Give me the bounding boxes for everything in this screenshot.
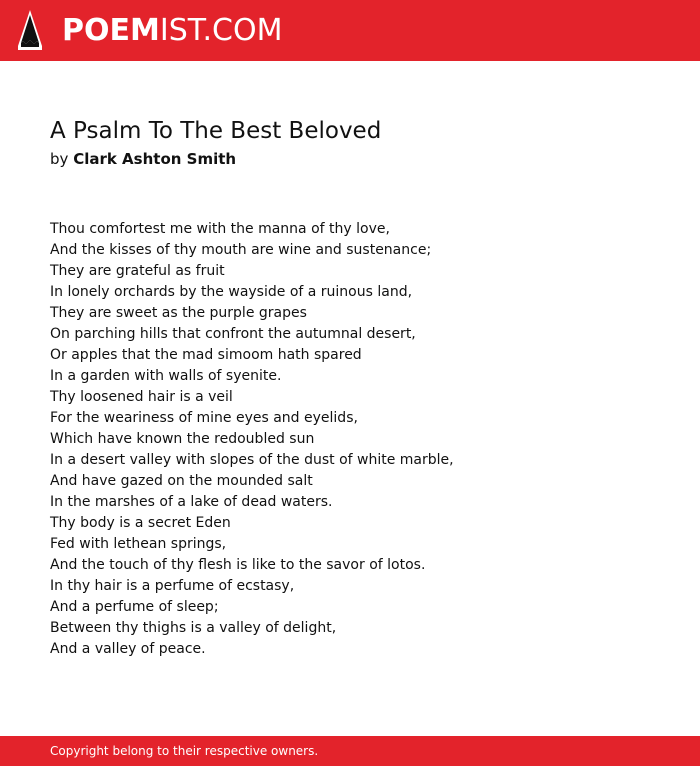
poem-line: Thou comfortest me with the manna of thy love,: [50, 221, 390, 237]
poem-author: Clark Ashton Smith: [73, 150, 237, 168]
poem-line: And the kisses of thy mouth are wine and sustenance;: [50, 242, 432, 258]
poem-line: And a valley of peace.: [50, 641, 206, 657]
poem-byline: [50, 148, 236, 170]
brand-bold: POEM: [62, 13, 160, 48]
site-footer: [0, 736, 700, 766]
poem-line: In lonely orchards by the wayside of a ruinous land,: [50, 284, 413, 300]
poem-line: In the marshes of a lake of dead waters.: [50, 494, 333, 510]
poem-line: Fed with lethean springs,: [50, 536, 227, 552]
site-brand[interactable]: [62, 11, 282, 51]
poem-line: Which have known the redoubled sun: [50, 431, 315, 447]
by-label: by: [50, 150, 69, 168]
pencil-tip-icon[interactable]: [17, 9, 43, 51]
poem-line: Thy loosened hair is a veil: [50, 389, 233, 405]
poem-line: They are grateful as fruit: [50, 263, 225, 279]
poem-line: In a garden with walls of syenite.: [50, 368, 282, 384]
copyright-text: Copyright belong to their respective owners.: [50, 744, 319, 758]
poem-line: In a desert valley with slopes of the dust of white marble,: [50, 452, 454, 468]
poem-body: [50, 219, 670, 660]
poem-title: A Psalm To The Best Beloved: [50, 118, 382, 144]
brand-light: IST.COM: [159, 13, 283, 48]
poem-line: For the weariness of mine eyes and eyelids,: [50, 410, 358, 426]
poem-line: On parching hills that confront the autumnal desert,: [50, 326, 416, 342]
poem-line: They are sweet as the purple grapes: [50, 305, 307, 321]
poem-line: In thy hair is a perfume of ecstasy,: [50, 578, 295, 594]
poem-line: Thy body is a secret Eden: [50, 515, 231, 531]
poem-line: And a perfume of sleep;: [50, 599, 219, 615]
site-header: [0, 0, 700, 61]
poem-line: And the touch of thy flesh is like to the savor of lotos.: [50, 557, 426, 573]
poem-line: Or apples that the mad simoom hath spared: [50, 347, 362, 363]
poem-line: And have gazed on the mounded salt: [50, 473, 313, 489]
poem-line: Between thy thighs is a valley of delight,: [50, 620, 337, 636]
